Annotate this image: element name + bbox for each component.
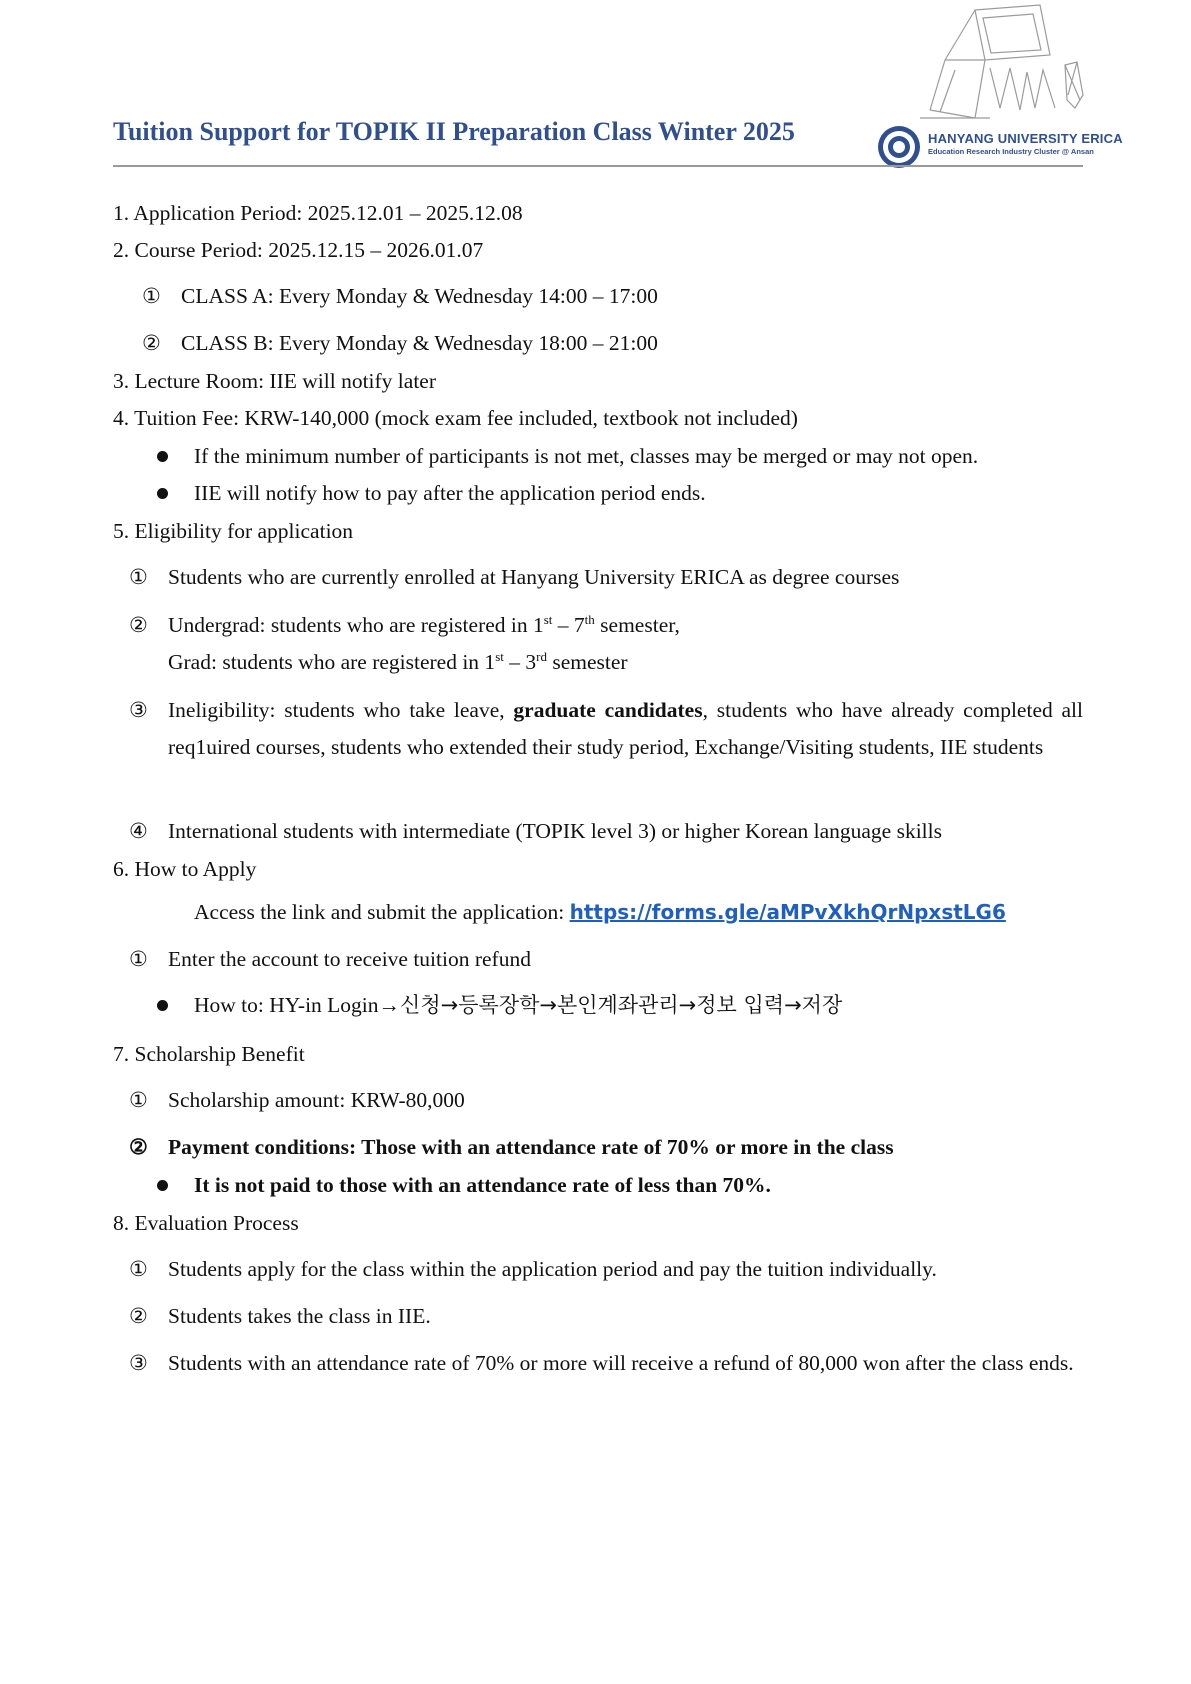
payment-notice: IIE will notify how to pay after the application period ends. bbox=[194, 481, 706, 505]
how-to-apply-heading: 6. How to Apply bbox=[113, 857, 257, 881]
course-period: 2. Course Period: 2025.12.15 – 2026.01.07 bbox=[113, 238, 484, 262]
lecture-room: 3. Lecture Room: IIE will notify later bbox=[113, 369, 437, 393]
refund-account-step: Enter the account to receive tuition refund bbox=[168, 947, 531, 971]
class-b-schedule: CLASS B: Every Monday & Wednesday 18:00 – 21:00 bbox=[181, 331, 658, 355]
title-divider bbox=[113, 165, 1083, 167]
scholarship-amount: Scholarship amount: KRW-80,000 bbox=[168, 1088, 465, 1112]
class-a-schedule: CLASS A: Every Monday & Wednesday 14:00 – 17:00 bbox=[181, 284, 658, 308]
eligibility-item-korean-level: International students with intermediate (TOPIK level 3) or higher Korean language skills bbox=[168, 819, 942, 843]
eligibility-item-enrolled: Students who are currently enrolled at Hanyang University ERICA as degree courses bbox=[168, 565, 900, 589]
university-seal-icon bbox=[876, 124, 922, 170]
payment-conditions: Payment conditions: Those with an attendance rate of 70% or more in the class bbox=[168, 1135, 894, 1159]
list-marker: ④ bbox=[129, 819, 148, 843]
application-link-line: Access the link and submit the application: https://forms.gle/aMPvXkhQrNpxstLG6 bbox=[194, 900, 1006, 924]
bullet-dot bbox=[157, 451, 168, 462]
application-period: 1. Application Period: 2025.12.01 – 2025.12.08 bbox=[113, 201, 523, 225]
list-marker: ② bbox=[142, 331, 161, 355]
university-logo bbox=[928, 131, 1123, 156]
hy-in-login-path: How to: HY-in Login→신청→등록장학→본인계좌관리→정보 입력→저장 bbox=[194, 993, 843, 1017]
min-participants-note: If the minimum number of participants is not met, classes may be merged or may not open. bbox=[194, 444, 979, 468]
evaluation-step-class: Students takes the class in IIE. bbox=[168, 1304, 431, 1328]
list-marker: ③ bbox=[129, 1351, 148, 1375]
eligibility-item-ineligibility: Ineligibility: students who take leave, graduate candidates, students who have already completed all req1uired courses, students who extended their study period, Exchange/Visiting students, IIE students bbox=[168, 698, 1084, 759]
eligibility-item-undergrad: Undergrad: students who are registered in 1st – 7th semester, bbox=[168, 611, 680, 637]
attendance-warning: It is not paid to those with an attendance rate of less than 70%. bbox=[194, 1173, 771, 1197]
evaluation-step-refund: Students with an attendance rate of 70% or more will receive a refund of 80,000 won after the class ends. bbox=[168, 1351, 1074, 1375]
evaluation-heading: 8. Evaluation Process bbox=[113, 1211, 299, 1235]
list-marker: ① bbox=[129, 1088, 148, 1112]
building-sketch-icon bbox=[915, 0, 1095, 130]
list-marker: ① bbox=[129, 1257, 148, 1281]
list-marker: ② bbox=[129, 1304, 148, 1328]
list-marker: ② bbox=[129, 613, 148, 637]
list-marker: ① bbox=[129, 947, 148, 971]
bullet-dot bbox=[157, 1000, 168, 1011]
bullet-dot bbox=[157, 1180, 168, 1191]
logo-name: HANYANG UNIVERSITY ERICA bbox=[928, 131, 1123, 146]
list-marker: ① bbox=[129, 565, 148, 589]
page-title: Tuition Support for TOPIK II Preparation Class Winter 2025 bbox=[113, 117, 795, 146]
eligibility-item-grad: Grad: students who are registered in 1st – 3rd semester bbox=[168, 648, 628, 674]
list-marker: ② bbox=[129, 1135, 148, 1159]
list-marker: ③ bbox=[129, 698, 148, 722]
list-marker: ① bbox=[142, 284, 161, 308]
scholarship-heading: 7. Scholarship Benefit bbox=[113, 1042, 305, 1066]
bullet-dot bbox=[157, 488, 168, 499]
tuition-fee: 4. Tuition Fee: KRW-140,000 (mock exam fee included, textbook not included) bbox=[113, 406, 798, 430]
logo-subtitle: Education Research Industry Cluster @ Ansan bbox=[928, 147, 1094, 156]
evaluation-step-apply: Students apply for the class within the application period and pay the tuition individually. bbox=[168, 1257, 937, 1281]
eligibility-heading: 5. Eligibility for application bbox=[113, 519, 354, 543]
application-form-link[interactable]: https://forms.gle/aMPvXkhQrNpxstLG6 bbox=[569, 900, 1006, 924]
